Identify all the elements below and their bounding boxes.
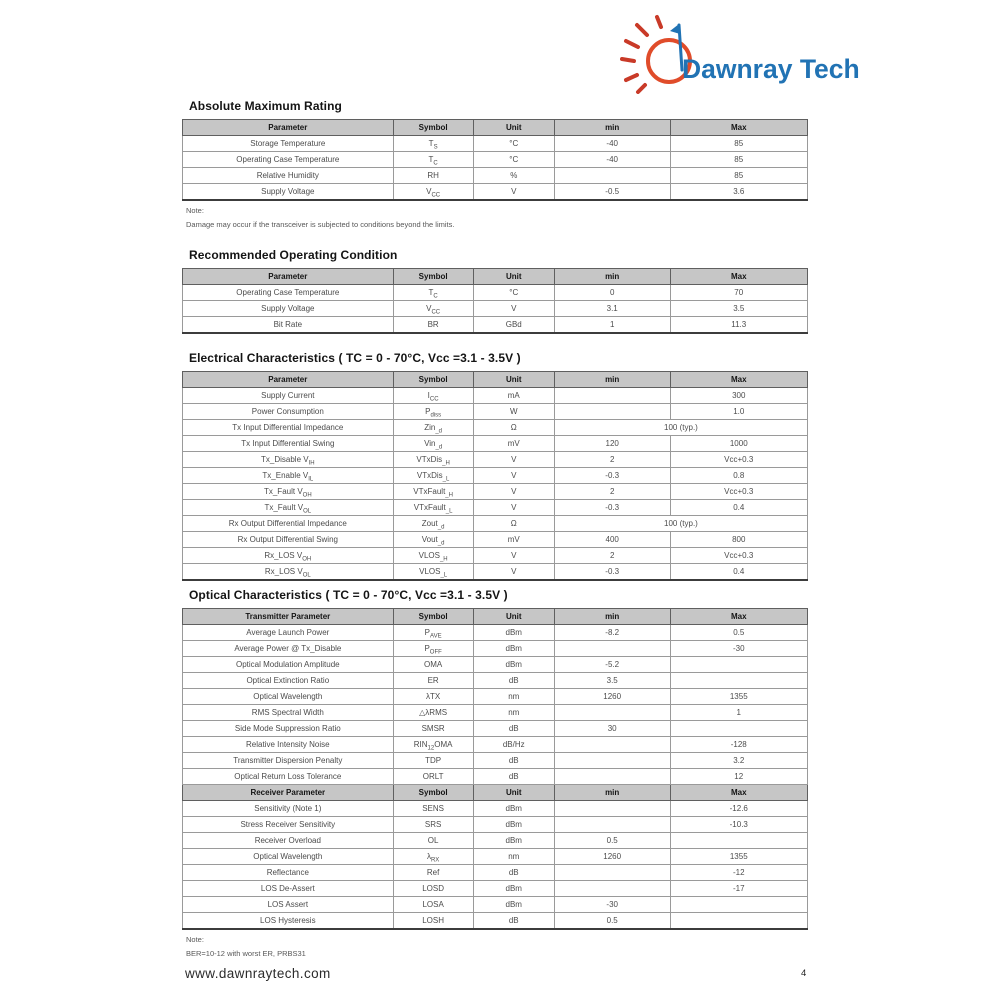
section-title: Electrical Characteristics ( TC = 0 - 70°C, Vcc =3.1 - 3.5V )	[189, 351, 521, 365]
column-header: Unit	[473, 609, 554, 625]
table-cell: 400	[554, 532, 670, 548]
absolute-maximum-rating-table	[182, 119, 808, 201]
table-cell: 100 (typ.)	[554, 516, 807, 532]
table-cell: V	[473, 184, 554, 201]
table-cell: -128	[670, 737, 808, 753]
table-cell: Reflectance	[183, 865, 394, 881]
table-cell: 1	[554, 317, 670, 334]
table-cell: -0.3	[554, 564, 670, 581]
table-cell: 0.4	[670, 500, 808, 516]
column-header: Symbol	[393, 609, 473, 625]
table-cell: dB	[473, 753, 554, 769]
table-cell: Vout$_{\_d}$	[393, 532, 473, 548]
table-cell: 2	[554, 548, 670, 564]
table-cell: OMA	[393, 657, 473, 673]
table-cell	[554, 705, 670, 721]
table-header-row	[183, 269, 808, 285]
column-header: min	[554, 785, 670, 801]
table-cell: -30	[554, 897, 670, 913]
table-cell: nm	[473, 849, 554, 865]
table-row	[183, 532, 808, 548]
table-cell: $P_{AVE}$	[393, 625, 473, 641]
table-cell: dBm	[473, 657, 554, 673]
table-cell: 300	[670, 388, 808, 404]
note-text: BER=10-12 with worst ER, PRBS31	[186, 949, 306, 958]
table-cell: 1260	[554, 689, 670, 705]
note-label: Note:	[186, 206, 204, 215]
column-header: min	[554, 372, 670, 388]
table-cell: $\lambda_{RX}$	[393, 849, 473, 865]
table-cell: $T_C$	[393, 285, 473, 301]
section-recommended-operating-condition	[182, 248, 808, 334]
table-cell: dBm	[473, 881, 554, 897]
column-header: Unit	[473, 785, 554, 801]
table-row	[183, 849, 808, 865]
table-cell	[554, 388, 670, 404]
table-cell: ORLT	[393, 769, 473, 785]
table-cell: BR	[393, 317, 473, 334]
table-row	[183, 817, 808, 833]
table-cell: Ω	[473, 420, 554, 436]
table-row	[183, 913, 808, 930]
table-cell: 2	[554, 452, 670, 468]
table-cell: Optical Return Loss Tolerance	[183, 769, 394, 785]
table-cell	[670, 673, 808, 689]
table-cell: Operating Case Temperature	[183, 285, 394, 301]
section-title: Recommended Operating Condition	[189, 248, 398, 262]
table-cell: %	[473, 168, 554, 184]
table-cell: 0.4	[670, 564, 808, 581]
table-row	[183, 168, 808, 184]
table-cell: Power Consumption	[183, 404, 394, 420]
table-cell	[554, 801, 670, 817]
table-cell: Sensitivity (Note 1)	[183, 801, 394, 817]
table-row	[183, 500, 808, 516]
table-cell: 3.6	[670, 184, 808, 201]
table-cell: -8.2	[554, 625, 670, 641]
table-row	[183, 897, 808, 913]
table-cell: ER	[393, 673, 473, 689]
section-title: Optical Characteristics ( TC = 0 - 70°C, Vcc =3.1 - 3.5V )	[189, 588, 508, 602]
table-row	[183, 436, 808, 452]
table-cell: -40	[554, 136, 670, 152]
table-cell: Tx_Enable $V_{IL}$	[183, 468, 394, 484]
table-cell: 0.5	[670, 625, 808, 641]
table-cell: λTX	[393, 689, 473, 705]
column-header: Unit	[473, 120, 554, 136]
table-row	[183, 881, 808, 897]
table-cell: Optical Extinction Ratio	[183, 673, 394, 689]
table-cell: 3.1	[554, 301, 670, 317]
table-cell: GBd	[473, 317, 554, 334]
table-cell	[670, 897, 808, 913]
column-header: min	[554, 120, 670, 136]
table-cell: dB	[473, 865, 554, 881]
column-header: Symbol	[393, 120, 473, 136]
table-row	[183, 301, 808, 317]
table-cell: LOSA	[393, 897, 473, 913]
table-cell: 1355	[670, 849, 808, 865]
table-cell: Bit Rate	[183, 317, 394, 334]
table-row	[183, 769, 808, 785]
table-cell: °C	[473, 285, 554, 301]
table-cell: 3.2	[670, 753, 808, 769]
table-cell: $T_S$	[393, 136, 473, 152]
table-row	[183, 516, 808, 532]
table-cell: dBm	[473, 641, 554, 657]
table-cell: V	[473, 301, 554, 317]
column-header: Parameter	[183, 269, 394, 285]
table-cell: dBm	[473, 897, 554, 913]
column-header: Max	[670, 785, 808, 801]
table-cell: 85	[670, 168, 808, 184]
table-cell: LOSD	[393, 881, 473, 897]
table-cell: dBm	[473, 625, 554, 641]
table-cell: 1	[670, 705, 808, 721]
table-cell: TDP	[393, 753, 473, 769]
table-cell: -12.6	[670, 801, 808, 817]
table-cell: Side Mode Suppression Ratio	[183, 721, 394, 737]
table-cell: Tx Input Differential Swing	[183, 436, 394, 452]
column-header: Parameter	[183, 120, 394, 136]
table-row	[183, 564, 808, 581]
table-row	[183, 484, 808, 500]
column-header: Symbol	[393, 372, 473, 388]
table-cell: Storage Temperature	[183, 136, 394, 152]
table-cell: -0.3	[554, 500, 670, 516]
table-cell: dB	[473, 913, 554, 930]
table-cell: Rx Output Differential Impedance	[183, 516, 394, 532]
table-cell: Rx Output Differential Swing	[183, 532, 394, 548]
table-cell: $T_C$	[393, 152, 473, 168]
table-cell: Optical Wavelength	[183, 689, 394, 705]
table-cell: Tx Input Differential Impedance	[183, 420, 394, 436]
table-cell: Tx_Fault $V_{OL}$	[183, 500, 394, 516]
table-row	[183, 317, 808, 334]
section-electrical-characteristics	[182, 351, 808, 581]
table-cell	[554, 817, 670, 833]
table-cell: Rx_LOS $V_{OH}$	[183, 548, 394, 564]
table-cell: V	[473, 500, 554, 516]
table-cell: Vcc+0.3	[670, 548, 808, 564]
table-cell: $VLOS_{\_H}$	[393, 548, 473, 564]
table-row	[183, 689, 808, 705]
table-cell: VTxDis$_{\_H}$	[393, 452, 473, 468]
table-cell: Average Power @ Tx_Disable	[183, 641, 394, 657]
table-cell: 0.8	[670, 468, 808, 484]
table-cell	[670, 657, 808, 673]
table-cell: Receiver Overload	[183, 833, 394, 849]
table-cell: $P_{OFF}$	[393, 641, 473, 657]
table-row	[183, 641, 808, 657]
table-cell: 3.5	[670, 301, 808, 317]
table-row	[183, 184, 808, 201]
page-number: 4	[801, 968, 807, 979]
table-cell: Average Launch Power	[183, 625, 394, 641]
table-cell: nm	[473, 689, 554, 705]
table-cell: -30	[670, 641, 808, 657]
table-cell: $RIN_{12}OMA$	[393, 737, 473, 753]
table-cell: -5.2	[554, 657, 670, 673]
column-header: Symbol	[393, 785, 473, 801]
table-cell: 1355	[670, 689, 808, 705]
note-label: Note:	[186, 935, 204, 944]
table-cell: 800	[670, 532, 808, 548]
column-header: Max	[670, 120, 808, 136]
column-header: Symbol	[393, 269, 473, 285]
footer-url: www.dawnraytech.com	[185, 966, 331, 981]
table-cell	[554, 753, 670, 769]
table-cell	[554, 737, 670, 753]
table-row	[183, 136, 808, 152]
table-cell: W	[473, 404, 554, 420]
table-cell: V	[473, 564, 554, 581]
table-cell: VTxFault$_{\_L}$	[393, 500, 473, 516]
table-row	[183, 548, 808, 564]
table-cell: Optical Wavelength	[183, 849, 394, 865]
table-cell: LOSH	[393, 913, 473, 930]
table-cell: V	[473, 484, 554, 500]
table-row	[183, 801, 808, 817]
table-row	[183, 865, 808, 881]
optical-characteristics-table	[182, 608, 808, 930]
table-cell: $I_{CC}$	[393, 388, 473, 404]
table-cell: Stress Receiver Sensitivity	[183, 817, 394, 833]
table-cell: △λRMS	[393, 705, 473, 721]
table-cell: Zin$_{\_d}$	[393, 420, 473, 436]
table-cell: OL	[393, 833, 473, 849]
table-cell: Supply Voltage	[183, 301, 394, 317]
table-row	[183, 753, 808, 769]
table-cell	[554, 769, 670, 785]
table-cell: -17	[670, 881, 808, 897]
table-cell: Tx_Disable $V_{IH}$	[183, 452, 394, 468]
table-cell: 120	[554, 436, 670, 452]
table-cell: dBm	[473, 801, 554, 817]
table-cell: Supply Voltage	[183, 184, 394, 201]
table-cell: Tx_Fault $V_{OH}$	[183, 484, 394, 500]
column-header: min	[554, 269, 670, 285]
table-cell: Optical Modulation Amplitude	[183, 657, 394, 673]
table-cell: 1000	[670, 436, 808, 452]
electrical-characteristics-table	[182, 371, 808, 581]
column-header: Max	[670, 609, 808, 625]
table-cell: $P_{diss}$	[393, 404, 473, 420]
logo-text: Dawnray Tech	[682, 54, 860, 84]
table-cell	[670, 913, 808, 930]
table-cell: mV	[473, 532, 554, 548]
table-row	[183, 833, 808, 849]
table-header-row	[183, 372, 808, 388]
column-header: min	[554, 609, 670, 625]
table-cell: Relative Humidity	[183, 168, 394, 184]
table-cell: dB	[473, 673, 554, 689]
table-row	[183, 657, 808, 673]
table-cell	[670, 833, 808, 849]
table-row	[183, 468, 808, 484]
table-cell: Ω	[473, 516, 554, 532]
table-cell: Vcc+0.3	[670, 452, 808, 468]
table-row	[183, 737, 808, 753]
table-cell: 2	[554, 484, 670, 500]
table-cell: dBm	[473, 833, 554, 849]
table-cell	[554, 641, 670, 657]
table-cell: 3.5	[554, 673, 670, 689]
table-cell: VTxFault$_{\_H}$	[393, 484, 473, 500]
table-cell: -10.3	[670, 817, 808, 833]
table-cell: $V_{CC}$	[393, 184, 473, 201]
table-cell: RMS Spectral Width	[183, 705, 394, 721]
table-cell: 12	[670, 769, 808, 785]
table-cell: 1.0	[670, 404, 808, 420]
table-cell: Zout$_{\_d}$	[393, 516, 473, 532]
table-row	[183, 705, 808, 721]
table-cell: °C	[473, 136, 554, 152]
column-header: Max	[670, 269, 808, 285]
table-cell: Operating Case Temperature	[183, 152, 394, 168]
table-cell: Ref	[393, 865, 473, 881]
table-cell: dB	[473, 769, 554, 785]
section-title: Absolute Maximum Rating	[189, 99, 342, 113]
table-cell: 85	[670, 152, 808, 168]
table-cell	[554, 865, 670, 881]
column-header: Receiver Parameter	[183, 785, 394, 801]
table-cell: dBm	[473, 817, 554, 833]
table-cell: mV	[473, 436, 554, 452]
table-cell: dB	[473, 721, 554, 737]
table-row	[183, 420, 808, 436]
table-cell: -0.5	[554, 184, 670, 201]
table-cell: -40	[554, 152, 670, 168]
sun-icon	[622, 17, 690, 92]
table-row	[183, 388, 808, 404]
table-cell: $VLOS_{\_L}$	[393, 564, 473, 581]
table-cell: mA	[473, 388, 554, 404]
note-text: Damage may occur if the transceiver is subjected to conditions beyond the limits.	[186, 220, 455, 229]
table-cell: Rx_LOS $V_{OL}$	[183, 564, 394, 581]
table-header-row	[183, 785, 808, 801]
table-row	[183, 152, 808, 168]
table-cell: -0.3	[554, 468, 670, 484]
column-header: Unit	[473, 269, 554, 285]
table-cell: 11.3	[670, 317, 808, 334]
table-cell: LOS De-Assert	[183, 881, 394, 897]
company-logo	[616, 12, 866, 94]
column-header: Transmitter Parameter	[183, 609, 394, 625]
section-absolute-maximum-rating	[182, 99, 808, 232]
table-header-row	[183, 609, 808, 625]
table-cell: V	[473, 468, 554, 484]
table-cell: Transmitter Dispersion Penalty	[183, 753, 394, 769]
table-cell: 0	[554, 285, 670, 301]
table-cell: LOS Assert	[183, 897, 394, 913]
table-cell: 70	[670, 285, 808, 301]
column-header: Max	[670, 372, 808, 388]
section-optical-characteristics	[182, 588, 808, 961]
table-cell: Vin$_{\_d}$	[393, 436, 473, 452]
table-cell: 100 (typ.)	[554, 420, 807, 436]
table-row	[183, 625, 808, 641]
table-row	[183, 404, 808, 420]
table-row	[183, 673, 808, 689]
table-cell: °C	[473, 152, 554, 168]
table-row	[183, 452, 808, 468]
table-cell: 85	[670, 136, 808, 152]
table-cell: -12	[670, 865, 808, 881]
table-cell: Relative Intensity Noise	[183, 737, 394, 753]
table-cell: 30	[554, 721, 670, 737]
table-header-row	[183, 120, 808, 136]
table-cell: 1260	[554, 849, 670, 865]
column-header: Unit	[473, 372, 554, 388]
table-cell	[554, 168, 670, 184]
table-cell: $V_{CC}$	[393, 301, 473, 317]
table-cell: SMSR	[393, 721, 473, 737]
table-cell: VTxDis$_{\_L}$	[393, 468, 473, 484]
table-cell: nm	[473, 705, 554, 721]
table-cell	[554, 881, 670, 897]
table-cell: LOS Hysteresis	[183, 913, 394, 930]
table-cell: Vcc+0.3	[670, 484, 808, 500]
table-cell: V	[473, 452, 554, 468]
table-cell	[554, 404, 670, 420]
column-header: Parameter	[183, 372, 394, 388]
table-row	[183, 285, 808, 301]
table-cell: Supply Current	[183, 388, 394, 404]
table-cell: SENS	[393, 801, 473, 817]
table-cell: SRS	[393, 817, 473, 833]
table-cell: dB/Hz	[473, 737, 554, 753]
table-cell: 0.5	[554, 913, 670, 930]
table-row	[183, 721, 808, 737]
table-cell: RH	[393, 168, 473, 184]
table-cell: 0.5	[554, 833, 670, 849]
table-cell	[670, 721, 808, 737]
recommended-operating-condition-table	[182, 268, 808, 334]
table-cell: V	[473, 548, 554, 564]
